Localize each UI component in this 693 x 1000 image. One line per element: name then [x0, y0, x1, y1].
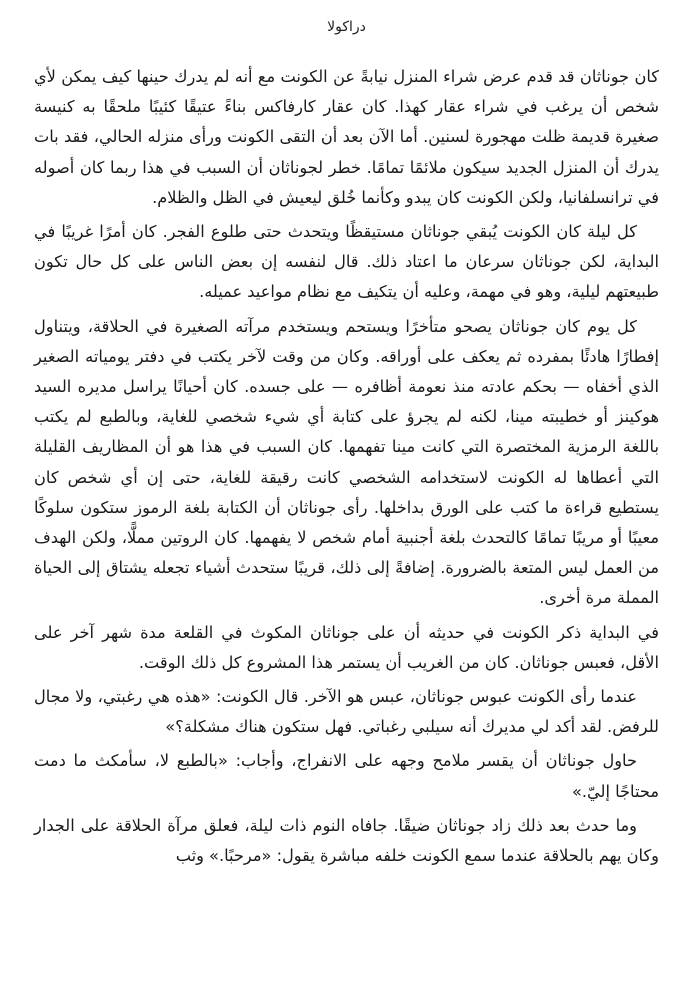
paragraph-5: عندما رأى الكونت عبوس جوناثان، عبس هو الآخر. قال الكونت: «هذه هي رغبتي، ولا مجال للرفض. لقد أكد لي مديرك أنه سيلبي رغباتي. فهل ستكون هناك مشكلة؟»	[34, 687, 659, 737]
paragraph-1: كان جوناثان قد قدم عرض شراء المنزل نيابةً عن الكونت مع أنه لم يدرك حينها كيف يمكن لأي شخص أن يرغب في شراء عقار كهذا. كان عقار كارفاكس بناءً عتيقًا كئيبًا ملحقًا به كنيسة صغيرة قديمة ظلت مهجورة لسنين. أما الآن بعد أن التقى الكونت ورأى منزله الحالي، فقد بات يدرك أن المنزل الجديد سيكون ملائمًا تمامًا. خطر لجوناثان أن السبب في هذا ربما كان أصوله في ترانسلفانيا، ولكن الكونت كان يبدو وكأنما خُلق ليعيش في الظل والظلام.	[34, 67, 659, 207]
paragraph-6: حاول جوناثان أن يقسر ملامح وجهه على الانفراج، وأجاب: «بالطبع لا، سأمكث ما دمت محتاجًا إليّ.»	[34, 751, 659, 801]
body-text	[34, 62, 659, 871]
paragraph-4: في البداية ذكر الكونت في حديثه أن على جوناثان المكوث في القلعة مدة شهر آخر على الأقل، فعبس جوناثان. كان من الغريب أن يستمر هذا المشروع كل ذلك الوقت.	[34, 622, 659, 672]
running-header: دراكولا	[327, 19, 366, 35]
paragraph-3: كل يوم كان جوناثان يصحو متأخرًا ويستحم ويستخدم مرآته الصغيرة في الحلاقة، ويتناول إفطارًا هادئًا بمفرده ثم يعكف على أوراقه. وكان من وقت لآخر يكتب في دفتر يومياته الصغير الذي أخفاه — بحكم عادته منذ نعومة أظافره — على جسده. كان أحيانًا يراسل مديره السيد هوكينز أو خطيبته مينا، لكنه لم يجرؤ على كتابة أي شيء شخصي للغاية، وبالطبع لم يكتب باللغة الرمزية المختصرة التي كانت مينا تفهمها. كان السبب في هذا هو أن المظاريف القليلة التي أعطاها له الكونت لاستخدامه الشخصي كانت رقيقة للغاية، حتى إن أي شخص كان يستطيع قراءة ما كتب على الورق بداخلها. رأى جوناثان أن الكتابة بلغة الرموز ستكون سلوكًا معيبًا أو مريبًا تمامًا كالتحدث بلغة أجنبية أمام شخص لا يفهمها. كان الروتين مملًّا، ولكن الهدف من العمل ليس المتعة بالضرورة. إضافةً إلى ذلك، قريبًا ستحدث أشياء تجعله يشتاق إلى الحياة المملة مرة أخرى.	[34, 316, 659, 608]
paragraph-7: وما حدث بعد ذلك زاد جوناثان ضيقًا. جافاه النوم ذات ليلة، فعلق مرآة الحلاقة على الجدار وكان يهم بالحلاقة عندما سمع الكونت خلفه مباشرة يقول: «مرحبًا.» وثب	[34, 815, 659, 866]
paragraph-2: كل ليلة كان الكونت يُبقي جوناثان مستيقظًا ويتحدث حتى طلوع الفجر. كان أمرًا غريبًا في البداية، لكن جوناثان سرعان ما اعتاد ذلك. قال لنفسه إن بعض الناس على كل حال تكون طبيعتهم ليلية، وهو في مهمة، وعليه أن يتكيف مع نظام مواعيد عميله.	[34, 222, 659, 302]
